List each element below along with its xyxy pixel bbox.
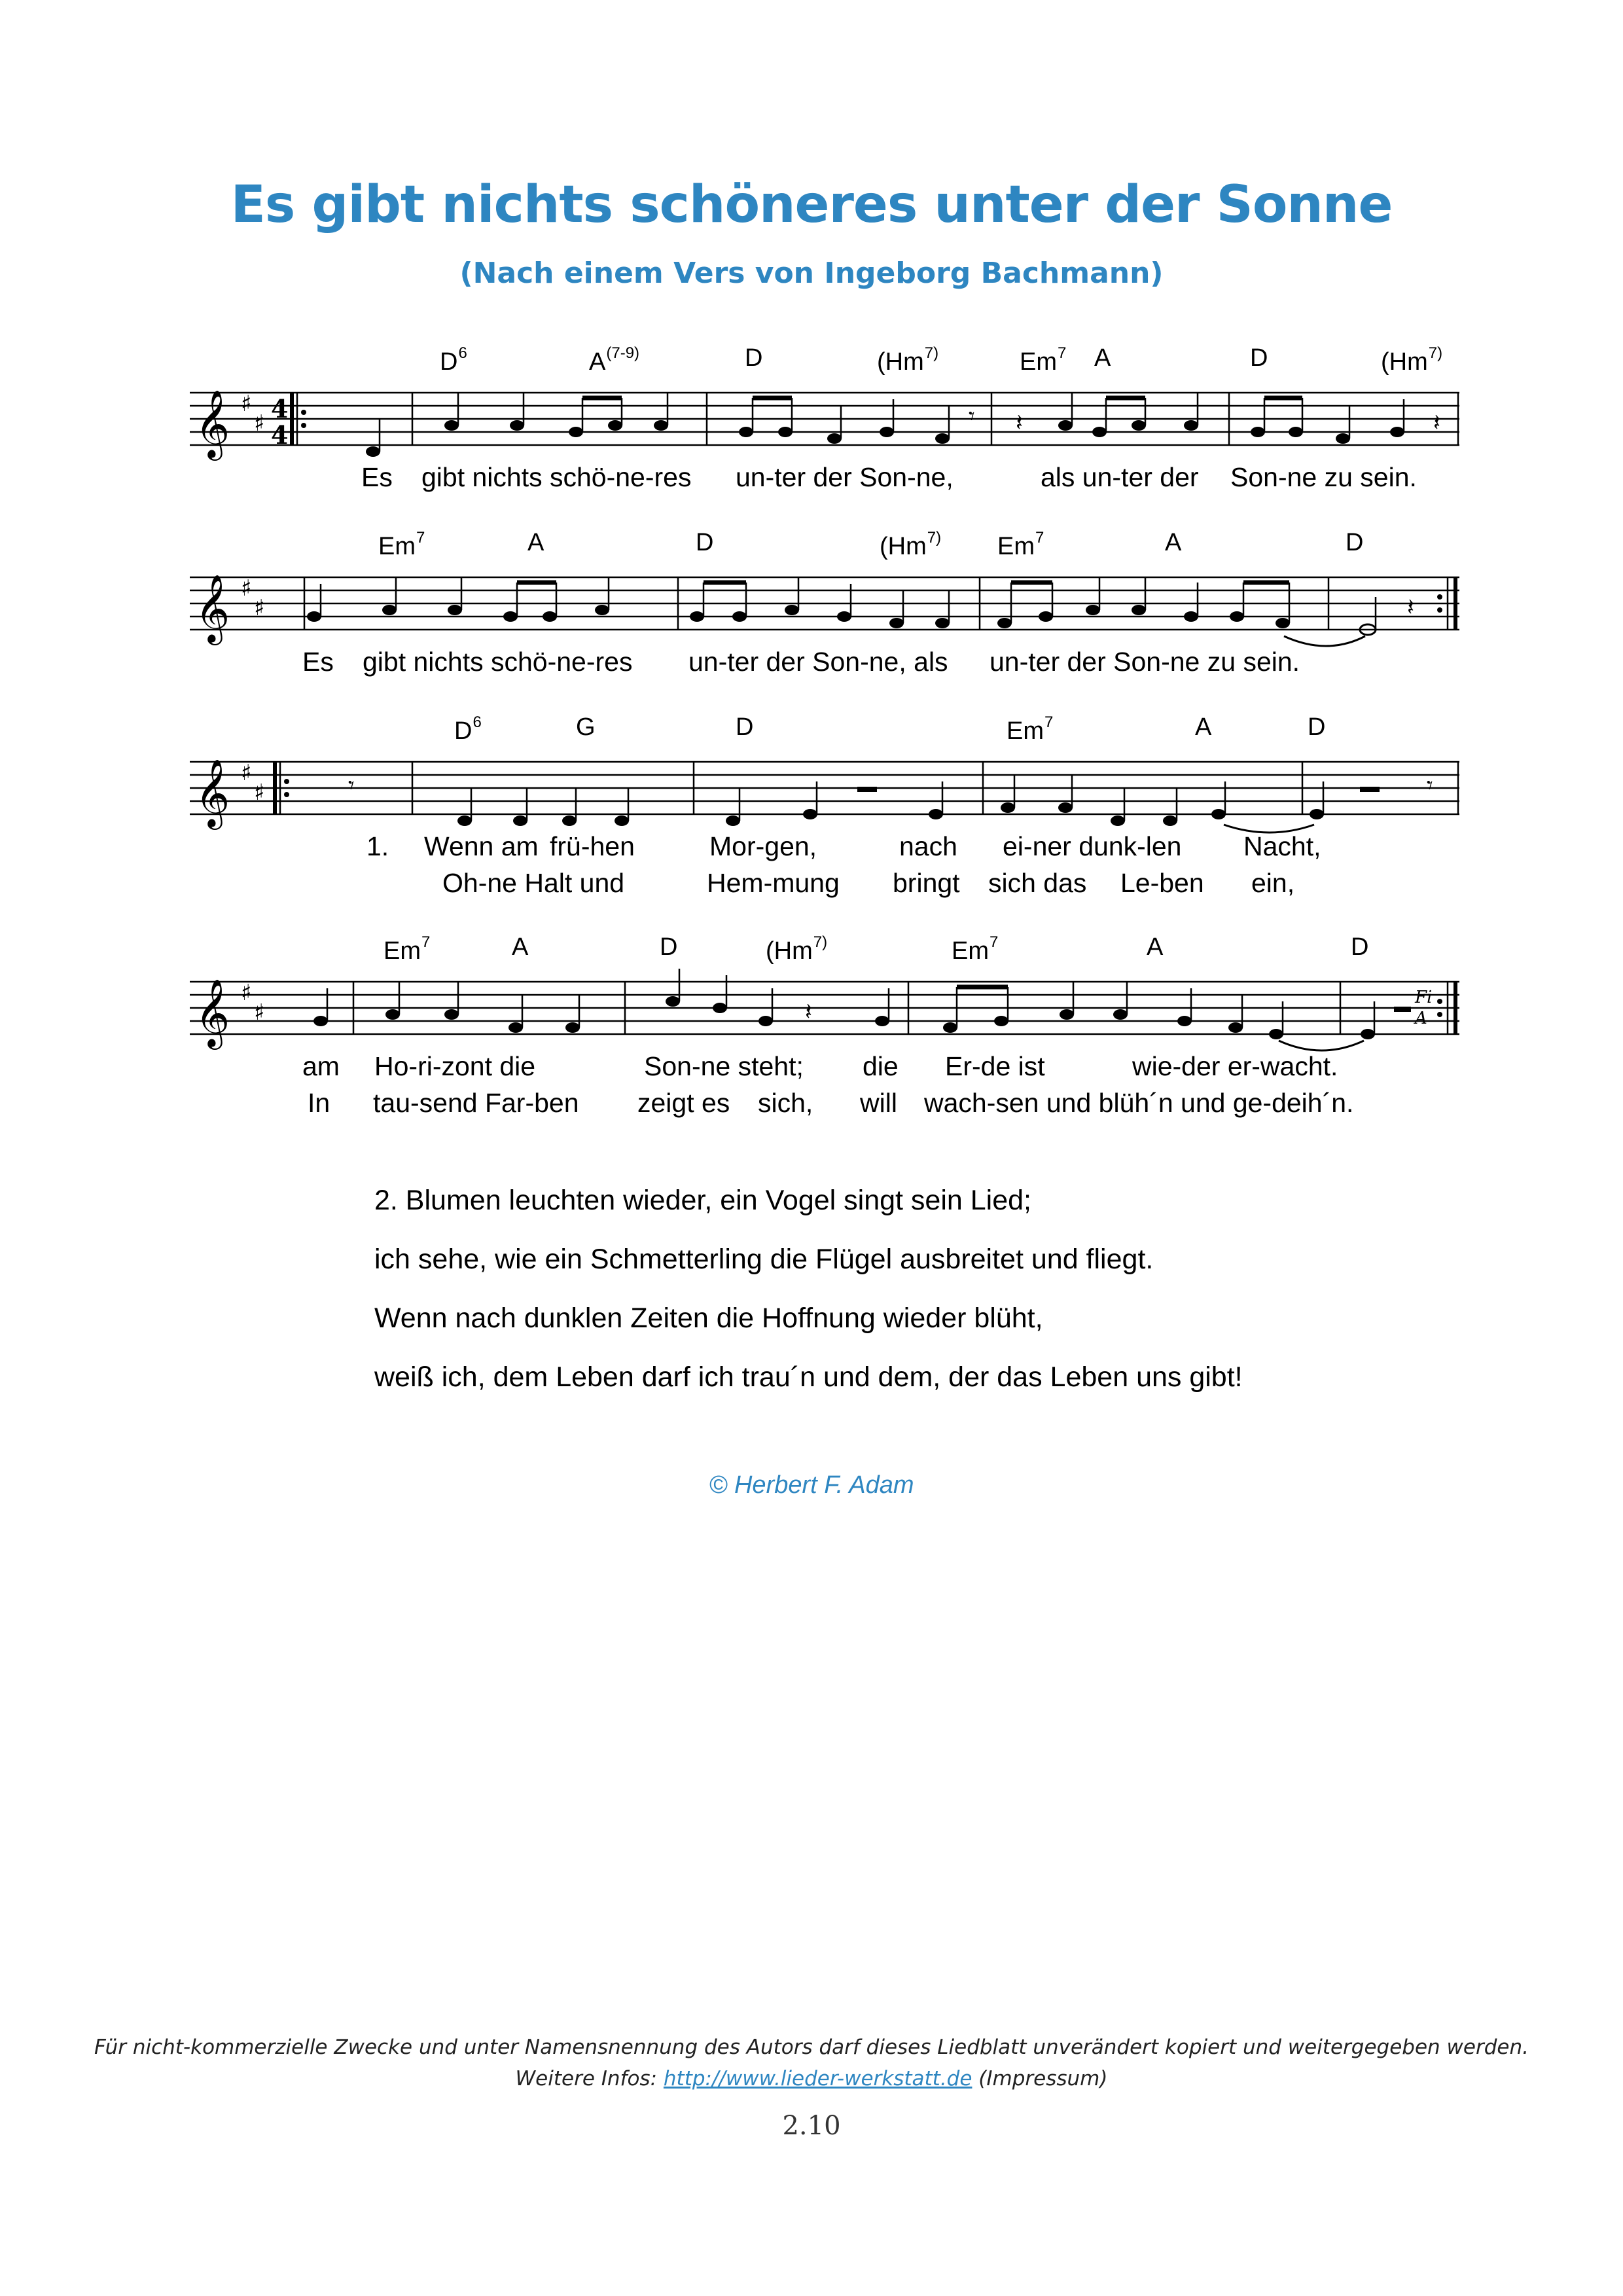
svg-text:A: A (1415, 1009, 1427, 1028)
lyric: sich, (758, 1088, 813, 1118)
page-number: 2.10 (782, 2111, 841, 2141)
lyric: frü-hen (550, 831, 635, 861)
lyric: wie-der er-wacht. (1132, 1051, 1338, 1081)
chord: Em$^7$ (1007, 713, 1054, 745)
lyric: Es (302, 647, 334, 677)
lyric: die (863, 1051, 899, 1081)
verse-line: Wenn nach dunklen Zeiten die Hoffnung wieder blüht, (374, 1302, 1043, 1334)
svg-text:𝄽: 𝄽 (1433, 410, 1441, 437)
lyric: Mor-gen, (709, 831, 817, 861)
svg-text:𝄞: 𝄞 (195, 389, 230, 458)
lyric: Hem-mung (707, 868, 840, 898)
staff (190, 367, 1459, 465)
song-subtitle: (Nach einem Vers von Ingeborg Bachmann) (459, 257, 1164, 290)
lyric: gibt nichts schö-ne-res (363, 647, 633, 677)
song-title: Es gibt nichts schöneres unter der Sonne (230, 175, 1393, 234)
chord: (Hm$^{7)}$ (766, 933, 828, 965)
info-label: Weitere Infos: (515, 2067, 658, 2090)
info-line (0, 2067, 1623, 2090)
chord: D (745, 344, 763, 372)
svg-text:𝄾: 𝄾 (348, 772, 355, 799)
chord: $D^6$ (440, 344, 467, 376)
svg-text:♯: ♯ (254, 410, 265, 437)
svg-text:♯: ♯ (254, 999, 265, 1026)
svg-text:4: 4 (271, 420, 289, 450)
staff-notation (190, 736, 1459, 834)
staff-notation (190, 551, 1459, 649)
svg-text:𝄞: 𝄞 (195, 759, 230, 827)
chord: D (1250, 344, 1268, 372)
chord: A (527, 529, 544, 556)
staff (190, 551, 1459, 649)
chord: A (1147, 933, 1164, 961)
lyric: zeigt es (637, 1088, 730, 1118)
lyric: will (860, 1088, 897, 1118)
svg-text:𝄽: 𝄽 (805, 999, 813, 1026)
lyric: wach-sen und blüh´n und ge-deih´n. (924, 1088, 1354, 1118)
chord: D (660, 933, 678, 961)
chord: D (696, 529, 714, 556)
lyric: bringt (893, 868, 960, 898)
lyric: Wenn am (424, 831, 539, 861)
lyric: als un-ter der (1041, 462, 1199, 492)
website-link[interactable]: http://www.lieder-werkstatt.de (663, 2067, 972, 2090)
chord: (Hm$^{7)}$ (880, 529, 942, 560)
svg-text:♯: ♯ (241, 391, 252, 417)
verse-line: 2. Blumen leuchten wieder, ein Vogel singt sein Lied; (374, 1185, 1031, 1216)
svg-text:4: 4 (271, 394, 289, 423)
lyric: 1. (366, 831, 389, 861)
staff (190, 736, 1459, 834)
svg-text:𝄽: 𝄽 (1016, 410, 1024, 437)
lyric: In (308, 1088, 330, 1118)
chord: Em$^7$ (378, 529, 425, 560)
svg-text:♯: ♯ (241, 980, 252, 1006)
license-note: Für nicht-kommerzielle Zwecke und unter Namensnennung des Autors darf dieses Liedblatt unverändert kopiert und weitergegeben werden. (94, 2036, 1529, 2059)
lyric: Es (361, 462, 393, 492)
lyric: Er-de ist (945, 1051, 1045, 1081)
lyric: un-ter der Son-ne, (736, 462, 954, 492)
chord: Em$^7$ (997, 529, 1044, 560)
lyric: un-ter der Son-ne zu sein. (990, 647, 1300, 677)
impressum-label: (Impressum) (978, 2067, 1108, 2090)
svg-text:𝄞: 𝄞 (195, 574, 230, 643)
lyric: Nacht, (1243, 831, 1321, 861)
chord: Em$^7$ (952, 933, 999, 965)
lyric: ei-ner dunk-len (1003, 831, 1182, 861)
lyric: tau-send Far-ben (373, 1088, 579, 1118)
svg-text:𝄾: 𝄾 (969, 403, 975, 430)
copyright: © Herbert F. Adam (709, 1471, 914, 1499)
svg-text:𝄞: 𝄞 (195, 978, 230, 1047)
lyric: Son-ne zu sein. (1230, 462, 1417, 492)
chord: (Hm$^{7)}$ (1381, 344, 1443, 376)
chord: D (1308, 713, 1326, 741)
chord: $D^6$ (454, 713, 482, 745)
svg-text:Fi: Fi (1415, 988, 1433, 1007)
chord: Em$^7$ (1020, 344, 1067, 376)
svg-text:𝄽: 𝄽 (1407, 594, 1415, 621)
svg-text:♯: ♯ (241, 575, 252, 601)
svg-text:♯: ♯ (241, 760, 252, 786)
lyric: Ho-ri-zont die (374, 1051, 536, 1081)
svg-text:♯: ♯ (254, 595, 265, 621)
svg-text:♯: ♯ (254, 780, 265, 806)
staff (190, 956, 1459, 1054)
chord: A (1195, 713, 1212, 741)
lyric: ein, (1251, 868, 1295, 898)
chord: D (736, 713, 754, 741)
chord: A (1094, 344, 1111, 372)
staff-notation (190, 367, 1459, 465)
lyric: Le-ben (1120, 868, 1204, 898)
chord: (Hm$^{7)}$ (877, 344, 939, 376)
svg-text:𝄾: 𝄾 (1427, 772, 1433, 799)
staff-notation (190, 956, 1459, 1054)
verse-line: weiß ich, dem Leben darf ich trau´n und dem, der das Leben uns gibt! (374, 1361, 1243, 1393)
chord: Em$^7$ (383, 933, 431, 965)
chord: A (512, 933, 529, 961)
lyric: un-ter der Son-ne, als (688, 647, 948, 677)
lyric: gibt nichts schö-ne-res (421, 462, 692, 492)
lyric: am (302, 1051, 340, 1081)
lyric: sich das (988, 868, 1087, 898)
verse-line: ich sehe, wie ein Schmetterling die Flügel ausbreitet und fliegt. (374, 1244, 1154, 1275)
lyric: nach (899, 831, 957, 861)
lyric: Son-ne steht; (644, 1051, 804, 1081)
chord: $A^{(7-9)}$ (589, 344, 640, 376)
chord: G (576, 713, 596, 741)
chord: A (1165, 529, 1182, 556)
chord: D (1351, 933, 1369, 961)
lyric: Oh-ne Halt und (442, 868, 625, 898)
chord: D (1346, 529, 1364, 556)
